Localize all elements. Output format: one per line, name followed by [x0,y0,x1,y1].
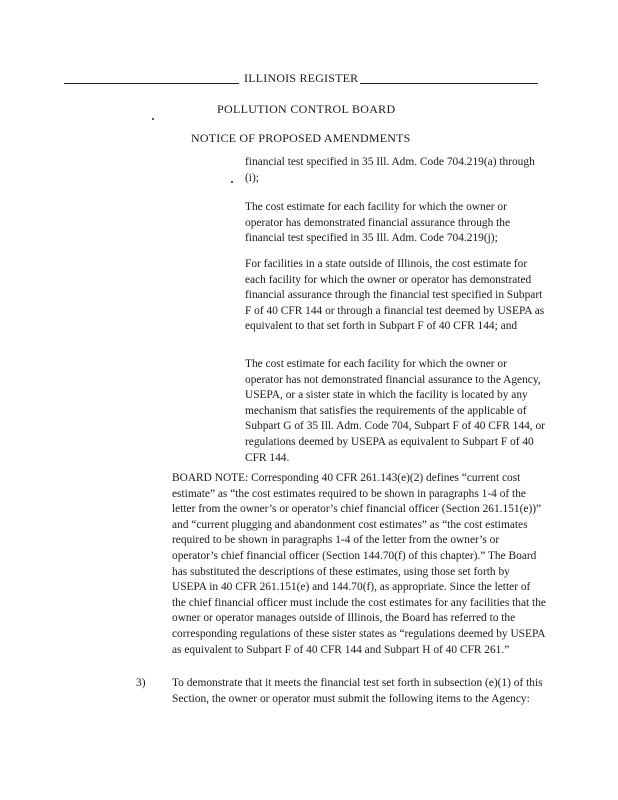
scan-speck [152,118,154,120]
paragraph-not-demonstrated: The cost estimate for each facility for which the owner or operator has not demonstrated financial assurance to the Agency, USEPA, or a sister state in which the facility is located by any mechanism that satisfies the requirements of the applicable of Subpart G of 35 Ill. Adm. Code 704, Subpart F of 40 CFR 144, or regulations deemed by USEPA as equivalent to Subpart F of 40 CFR 144. [245,358,545,464]
paragraph-financial-test: financial test specified in 35 Ill. Adm. Code 704.219(a) through (i); [245,156,535,184]
board-note: BOARD NOTE: Corresponding 40 CFR 261.143(e)(2) defines “current cost estimate” as “the cost estimates required to be shown in paragraphs 1-4 of the letter from the owner’s or operator’s chief financial officer (Section 261.151(e))” and “current plugging and abandonment cost estimates” as “the cost estimates required to be shown in paragraphs 1-4 of the letter from the owner’s or operator’s chief financial officer (Section 144.70(f) of this chapter).” The Board has substituted the descriptions of these estimates, using those set forth by USEPA in 40 CFR 261.151(e) and 144.70(f), as appropriate. Since the letter of the chief financial officer must include the cost estimates for any facilities that the owner or operator manages outside of Illinois, the Board has referred to the corresponding regulations of these sister states as “regulations deemed by USEPA as equivalent to Subpart F of 40 CFR 144 and Subpart H of 40 CFR 261.” [172,472,546,656]
paragraph-outside-illinois: For facilities in a state outside of Illinois, the cost estimate for each facility for which the owner or operator has demonstrated financial assurance through the financial test specified in Subpart F of 40 CFR 144 or through a financial test deemed by USEPA as equivalent to that set forth in Subpart F of 40 CFR 144; and [245,258,545,333]
scan-speck [231,181,233,183]
board-title: POLLUTION CONTROL BOARD [217,102,396,116]
item-number: 3) [136,677,146,689]
notice-title: NOTICE OF PROPOSED AMENDMENTS [191,131,411,145]
register-title: ILLINOIS REGISTER [244,71,359,85]
paragraph-cost-estimate-704-219j: The cost estimate for each facility for which the owner or operator has demonstrated financial assurance through the financial test specified in 35 Ill. Adm. Code 704.219(j); [245,201,511,245]
header-rule-left [64,83,239,84]
item-text: To demonstrate that it meets the financial test set forth in subsection (e)(1) of this Section, the owner or operator must submit the following items to the Agency: [172,677,543,705]
header-rule-right [360,83,538,84]
